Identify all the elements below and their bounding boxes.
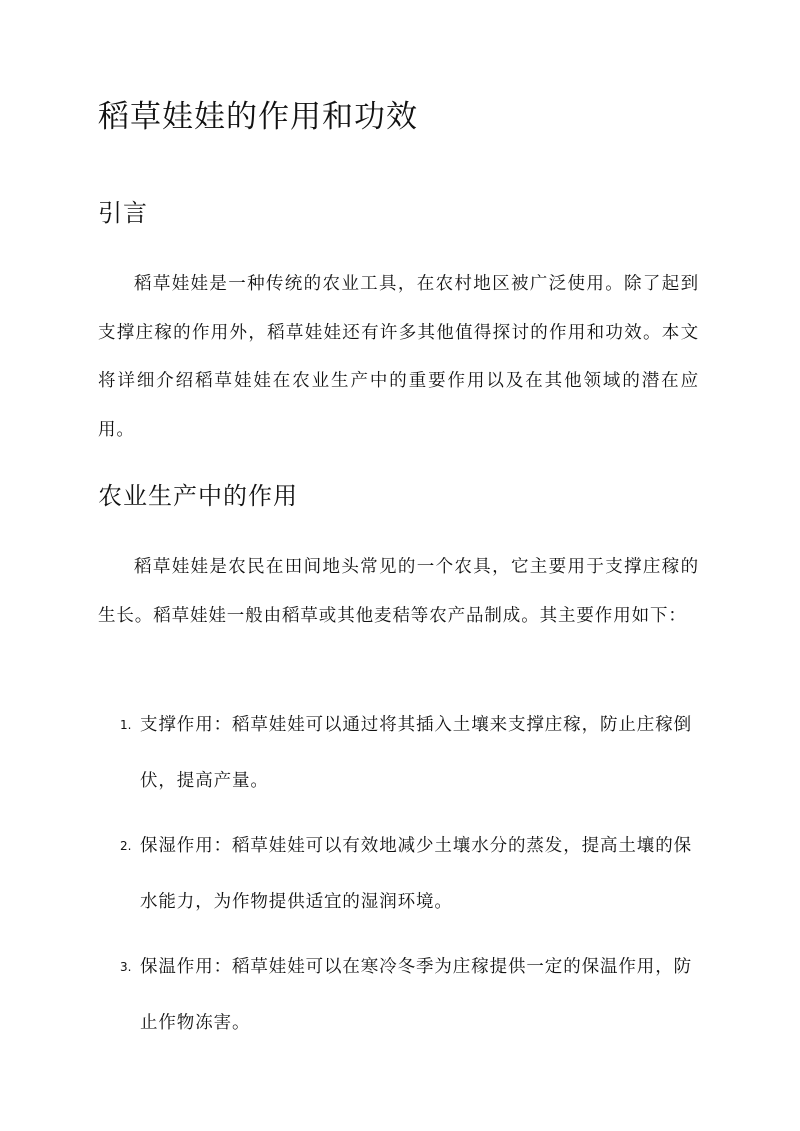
list-item (98, 818, 699, 930)
function-list (98, 697, 699, 1060)
list-item-number: 1. (120, 718, 132, 732)
section-heading-intro: 引言 (98, 199, 148, 227)
list-item-number: 3. (120, 960, 132, 974)
list-item-text: 支撑作用：稻草娃娃可以通过将其插入土壤来支撑庄稼，防止庄稼倒伏，提高产量。 (140, 715, 692, 791)
list-item-number: 2. (120, 839, 132, 853)
document-title: 稻草娃娃的作用和功效 (98, 99, 418, 135)
list-item (98, 939, 699, 1051)
section-heading-agriculture: 农业生产中的作用 (98, 482, 298, 510)
list-item-text: 保温作用：稻草娃娃可以在寒冷冬季为庄稼提供一定的保温作用，防止作物冻害。 (140, 957, 692, 1033)
intro-paragraph: 稻草娃娃是一种传统的农业工具，在农村地区被广泛使用。除了起到支撑庄稼的作用外，稻草娃娃还有许多其他值得探讨的作用和功效。本文将详细介绍稻草娃娃在农业生产中的重要作用以及在其他领域的潜在应用。 (98, 274, 699, 440)
list-item (98, 697, 699, 809)
list-item-text: 保湿作用：稻草娃娃可以有效地减少土壤水分的蒸发，提高土壤的保水能力，为作物提供适宜的湿润环境。 (140, 836, 692, 912)
agriculture-paragraph: 稻草娃娃是农民在田间地头常见的一个农具，它主要用于支撑庄稼的生长。稻草娃娃一般由稻草或其他麦秸等农产品制成。其主要作用如下： (98, 557, 699, 626)
